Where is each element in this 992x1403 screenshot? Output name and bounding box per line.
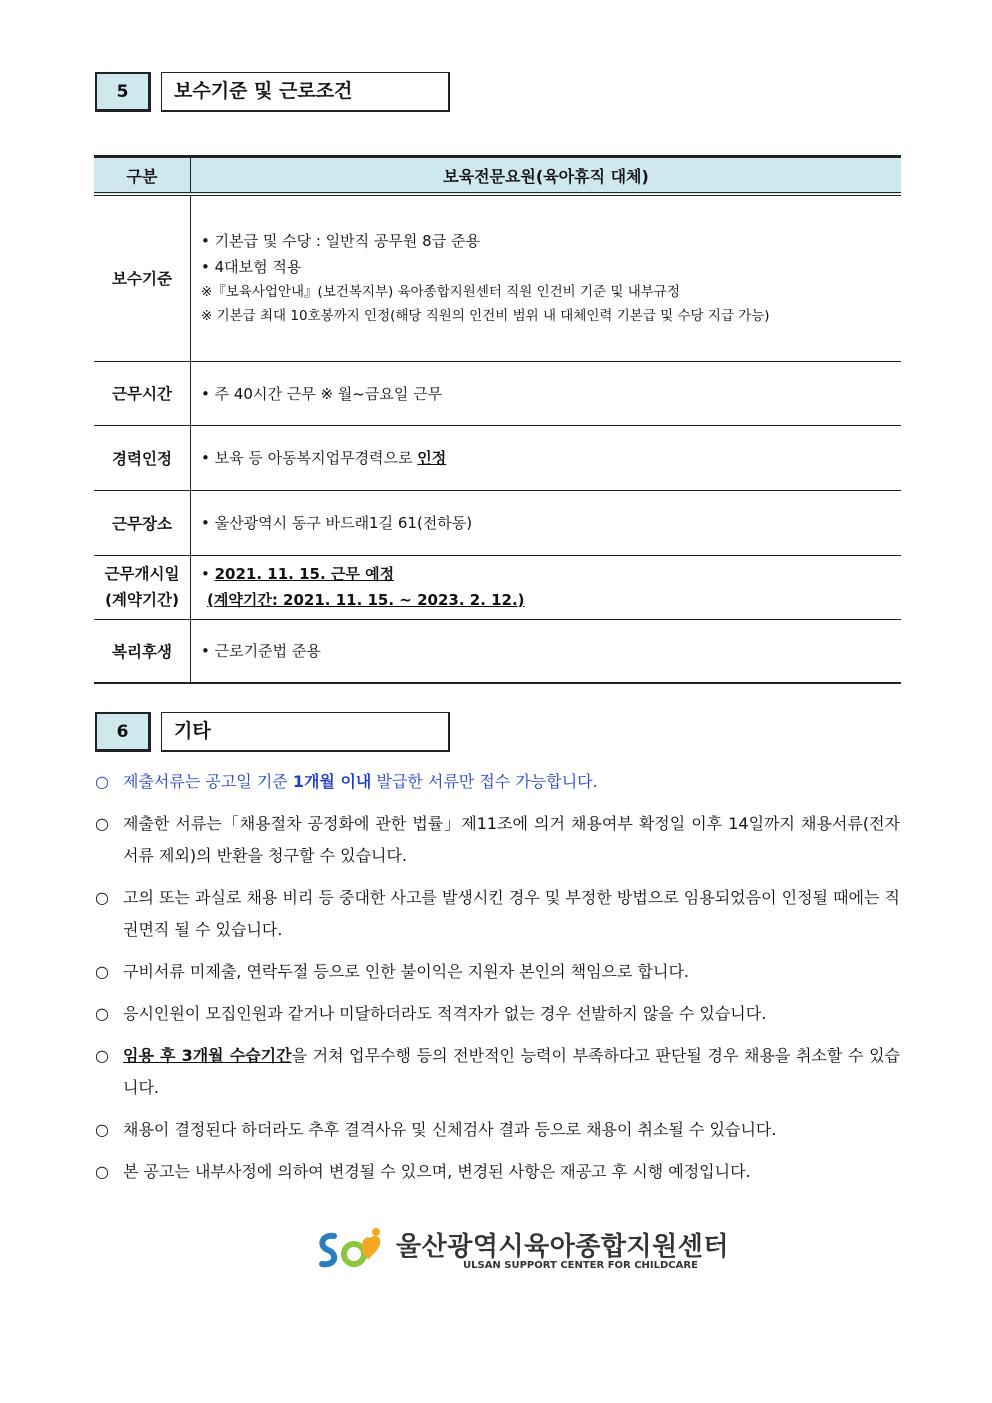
pay-note: ※ 기본급 최대 10호봉까지 인정(해당 직원의 인건비 범위 내 대체인력 기본급 및 수당 지급 가능): [201, 308, 770, 325]
list-item: [95, 808, 900, 872]
row-label-line: 근무개시일: [104, 565, 180, 583]
circle-bullet: ○: [95, 1004, 109, 1023]
section-title: 기타: [161, 712, 450, 752]
list-item: [95, 1156, 900, 1188]
center-logo: [316, 1226, 730, 1276]
row-content: • 울산광역시 동구 바드래1길 61(전하동): [191, 490, 902, 555]
row-label: [94, 555, 191, 619]
item-text: 제출한 서류는「채용절차 공정화에 관한 법률」제11조에 의거 채용여부 확정일 이후 14일까지 채용서류(전자서류 제외)의 반환을 청구할 수 있습니다.: [123, 814, 900, 865]
header-category: 구분: [94, 157, 191, 195]
row-content: [191, 194, 902, 361]
career-emphasis: 인정: [417, 449, 447, 467]
item-text: 발급한 서류만 접수 가능합니다.: [371, 772, 598, 791]
bullet: •: [201, 565, 215, 583]
notice-list: [95, 766, 900, 1198]
table-row: [94, 490, 901, 555]
item-emphasis: 임용 후 3개월 수습기간: [123, 1046, 292, 1065]
row-content: [191, 425, 902, 490]
item-emphasis: 1개월 이내: [292, 772, 372, 791]
circle-bullet: ○: [95, 888, 109, 907]
section-number: 5: [95, 72, 151, 112]
row-label: 근무장소: [94, 490, 191, 555]
list-item: [95, 766, 900, 798]
header-position: 보육전문요원(육아휴직 대체): [191, 157, 902, 195]
circle-bullet: ○: [95, 1046, 109, 1065]
pay-note: ※『보육사업안내』(보건복지부) 육아종합지원센터 직원 인건비 기준 및 내부규정: [201, 284, 680, 301]
list-item: [95, 1040, 900, 1104]
start-date: 2021. 11. 15. 근무 예정: [214, 565, 395, 583]
list-item: [95, 956, 900, 988]
pay-line: • 4대보험 적용: [201, 258, 302, 277]
logo-name-korean: 울산광역시육아종합지원센터: [396, 1232, 730, 1262]
row-content: • 근로기준법 준용: [191, 619, 902, 683]
item-text: 채용이 결정된다 하더라도 추후 결격사유 및 신체검사 결과 등으로 채용이 취소될 수 있습니다.: [123, 1120, 777, 1139]
item-text: 구비서류 미제출, 연락두절 등으로 인한 불이익은 지원자 본인의 책임으로 합니다.: [123, 962, 689, 981]
table-row: [94, 619, 901, 683]
table-row: [94, 425, 901, 490]
section-title: 보수기준 및 근로조건: [161, 72, 450, 112]
table-row: [94, 194, 901, 361]
circle-bullet: ○: [95, 1120, 109, 1139]
conditions-table: [94, 155, 901, 684]
logo-name-english: ULSAN SUPPORT CENTER FOR CHILDCARE: [463, 1260, 698, 1271]
circle-bullet: ○: [95, 962, 109, 981]
table-row: [94, 361, 901, 425]
row-label: 근무시간: [94, 361, 191, 425]
contract-period: (계약기간: 2021. 11. 15. ~ 2023. 2. 12.): [207, 591, 525, 609]
row-label: 복리후생: [94, 619, 191, 683]
row-content: [191, 555, 902, 619]
item-text: 을 거쳐 업무수행 등의 전반적인 능력이 부족하다고 판단될 경우 채용을 취소할 수 있습니다.: [123, 1046, 900, 1097]
row-label: 보수기준: [94, 194, 191, 361]
item-text: 제출서류는 공고일 기준: [123, 772, 293, 791]
item-text: 본 공고는 내부사정에 의하여 변경될 수 있으며, 변경된 사항은 재공고 후 시행 예정입니다.: [123, 1162, 751, 1181]
table-row: [94, 555, 901, 619]
item-text: 고의 또는 과실로 채용 비리 등 중대한 사고를 발생시킨 경우 및 부정한 방법으로 임용되었음이 인정될 때에는 직권면직 될 수 있습니다.: [123, 888, 900, 939]
row-label: 경력인정: [94, 425, 191, 490]
circle-bullet: ○: [95, 1162, 109, 1181]
section-number: 6: [95, 712, 151, 752]
circle-bullet: ○: [95, 814, 109, 833]
circle-bullet: ○: [95, 772, 109, 791]
row-label-line: (계약기간): [104, 591, 180, 609]
item-text: 응시인원이 모집인원과 같거나 미달하더라도 적격자가 없는 경우 선발하지 않을 수 있습니다.: [123, 1004, 767, 1023]
pay-line: • 기본급 및 수당 : 일반직 공무원 8급 준용: [201, 232, 480, 251]
list-item: [95, 998, 900, 1030]
logo-mark-icon: [316, 1226, 388, 1276]
career-text: • 보육 등 아동복지업무경력으로: [201, 449, 418, 467]
list-item: [95, 882, 900, 946]
row-content: • 주 40시간 근무 ※ 월~금요일 근무: [191, 361, 902, 425]
list-item: [95, 1114, 900, 1146]
table-header-row: [94, 157, 901, 195]
